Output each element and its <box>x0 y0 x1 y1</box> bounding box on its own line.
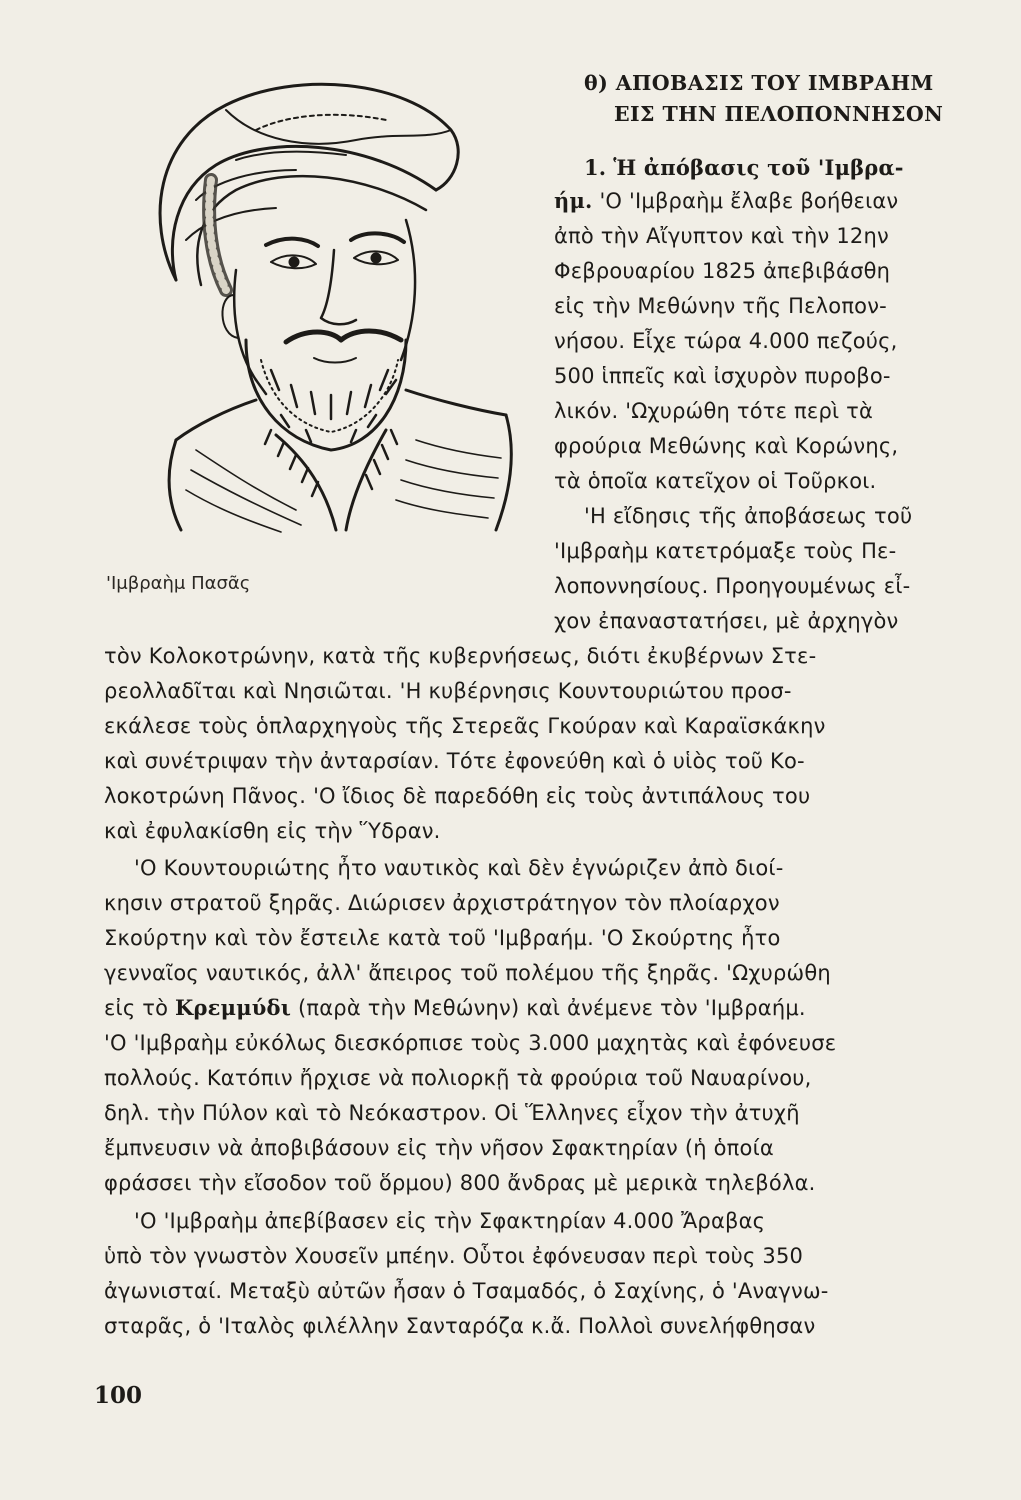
subheading-title: Ἡ ἀπόβασις τοῦ 'Ιμβρα- <box>613 155 904 180</box>
subheading <box>584 153 904 183</box>
text-line-prefix: εἰς τὸ <box>104 996 169 1020</box>
text-line: κησιν στρατοῦ ξηρᾶς. Διώρισεν ἀρχιστράτηγον τὸν πλοίαρχον <box>104 891 780 915</box>
text-line: 'Η εἴδησις τῆς ἀποβάσεως τοῦ <box>584 504 913 528</box>
text-line-content: (παρὰ τὴν Μεθώνην) καὶ ἀνέμενε τὸν 'Ιμβραήμ. <box>298 996 806 1020</box>
text-line: ἔμπνευσιν νὰ ἀποβιβάσουν εἰς τὴν νῆσον Σφακτηρίαν (ἡ ὁποία <box>104 1136 774 1160</box>
text-line: νήσου. Εἶχε τώρα 4.000 πεζούς, <box>554 329 898 353</box>
text-line: γενναῖος ναυτικός, ἀλλ' ἄπειρος τοῦ πολέμου τῆς ξηρᾶς. 'Ωχυρώθη <box>104 961 831 985</box>
text-line: 'Ιμβραὴμ κατετρόμαξε τοὺς Πε- <box>554 539 897 563</box>
text-line <box>554 186 898 216</box>
subheading-title-end: ήμ. <box>554 188 593 213</box>
subheading-number: 1. <box>584 155 607 180</box>
text-line: καὶ ἐφυλακίσθη εἰς τὴν Ὕδραν. <box>104 819 441 843</box>
page-number: 100 <box>94 1382 143 1409</box>
portrait-illustration <box>106 70 536 550</box>
text-line <box>104 993 806 1023</box>
text-line: φράσσει τὴν εἴσοδον τοῦ ὅρμου) 800 ἄνδρας μὲ μερικὰ τηλεβόλα. <box>104 1171 816 1195</box>
text-line: 'Ο 'Ιμβραὴμ ἀπεβίβασεν εἰς τὴν Σφακτηρίαν 4.000 Ἄραβας <box>134 1209 766 1233</box>
text-line: 'Ο Κουντουριώτης ἦτο ναυτικὸς καὶ δὲν ἐγνώριζεν ἀπὸ διοί- <box>134 856 784 880</box>
text-line: λοποννησίους. Προηγουμένως εἶ- <box>554 574 911 598</box>
text-line: πολλούς. Κατόπιν ἤρχισε νὰ πολιορκῇ τὰ φρούρια τοῦ Ναυαρίνου, <box>104 1066 812 1090</box>
text-line: Σκούρτην καὶ τὸν ἔστειλε κατὰ τοῦ 'Ιμβραήμ. 'Ο Σκούρτης ἦτο <box>104 926 781 950</box>
text-line: 'Ο 'Ιμβραὴμ εὐκόλως διεσκόρπισε τοὺς 3.000 μαχητὰς καὶ ἐφόνευσε <box>104 1031 837 1055</box>
text-line: χον ἐπαναστατήσει, μὲ ἀρχηγὸν <box>554 609 899 633</box>
text-line: δηλ. τὴν Πύλον καὶ τὸ Νεόκαστρον. Οἱ Ἕλληνες εἶχον τὴν ἀτυχῆ <box>104 1101 800 1125</box>
text-line: 500 ἱππεῖς καὶ ἰσχυρὸν πυροβο- <box>554 364 891 388</box>
section-heading <box>584 68 964 130</box>
text-line: καὶ συνέτριψαν τὴν ἀνταρσίαν. Τότε ἐφονεύθη καὶ ὁ υἱὸς τοῦ Κο- <box>104 749 805 773</box>
text-line: τὰ ὁποῖα κατεῖχον οἱ Τοῦρκοι. <box>554 469 877 493</box>
section-heading-line-1: θ) ΑΠΟΒΑΣΙΣ ΤΟΥ ΙΜΒΡΑΗΜ <box>584 71 934 95</box>
text-line: εἰς τὴν Μεθώνην τῆς Πελοπον- <box>554 294 887 318</box>
text-line-content: 'Ο 'Ιμβραὴμ ἔλαβε βοήθειαν <box>599 189 899 213</box>
section-heading-line-2: ΕΙΣ ΤΗΝ ΠΕΛΟΠΟΝΝΗΣΟΝ <box>614 102 944 126</box>
text-line: εκάλεσε τοὺς ὁπλαρχηγοὺς τῆς Στερεᾶς Γκούραν καὶ Καραϊσκάκην <box>104 714 826 738</box>
place-name-kremmydi: Κρεμμύδι <box>175 995 292 1020</box>
text-line: ρεολλαδῖται καὶ Νησιῶται. 'Η κυβέρνησις Κουντουριώτου προσ- <box>104 679 792 703</box>
text-line: ὑπὸ τὸν γνωστὸν Χουσεῖν μπέην. Οὗτοι ἐφόνευσαν περὶ τοὺς 350 <box>104 1244 804 1268</box>
text-line: τὸν Κολοκοτρώνην, κατὰ τῆς κυβερνήσεως, διότι ἐκυβέρνων Στε- <box>104 644 817 668</box>
text-line: λικόν. 'Ωχυρώθη τότε περὶ τὰ <box>554 399 874 423</box>
portrait-caption: 'Ιμβραὴμ Πασᾶς <box>106 573 251 594</box>
text-line: ἀγωνισταί. Μεταξὺ αὐτῶν ἦσαν ὁ Τσαμαδός, ὁ Σαχίνης, ὁ 'Αναγνω- <box>104 1279 829 1303</box>
text-line: ἀπὸ τὴν Αἴγυπτον καὶ τὴν 12ην <box>554 224 889 248</box>
text-line: Φεβρουαρίου 1825 ἀπεβιβάσθη <box>554 259 891 283</box>
text-line: λοκοτρώνη Πᾶνος. 'Ο ἴδιος δὲ παρεδόθη εἰς τοὺς ἀντιπάλους του <box>104 784 811 808</box>
text-line: σταρᾶς, ὁ 'Ιταλὸς φιλέλλην Σανταρόζα κ.ἄ. Πολλοὶ συνελήφθησαν <box>104 1314 816 1338</box>
text-line: φρούρια Μεθώνης καὶ Κορώνης, <box>554 434 899 458</box>
